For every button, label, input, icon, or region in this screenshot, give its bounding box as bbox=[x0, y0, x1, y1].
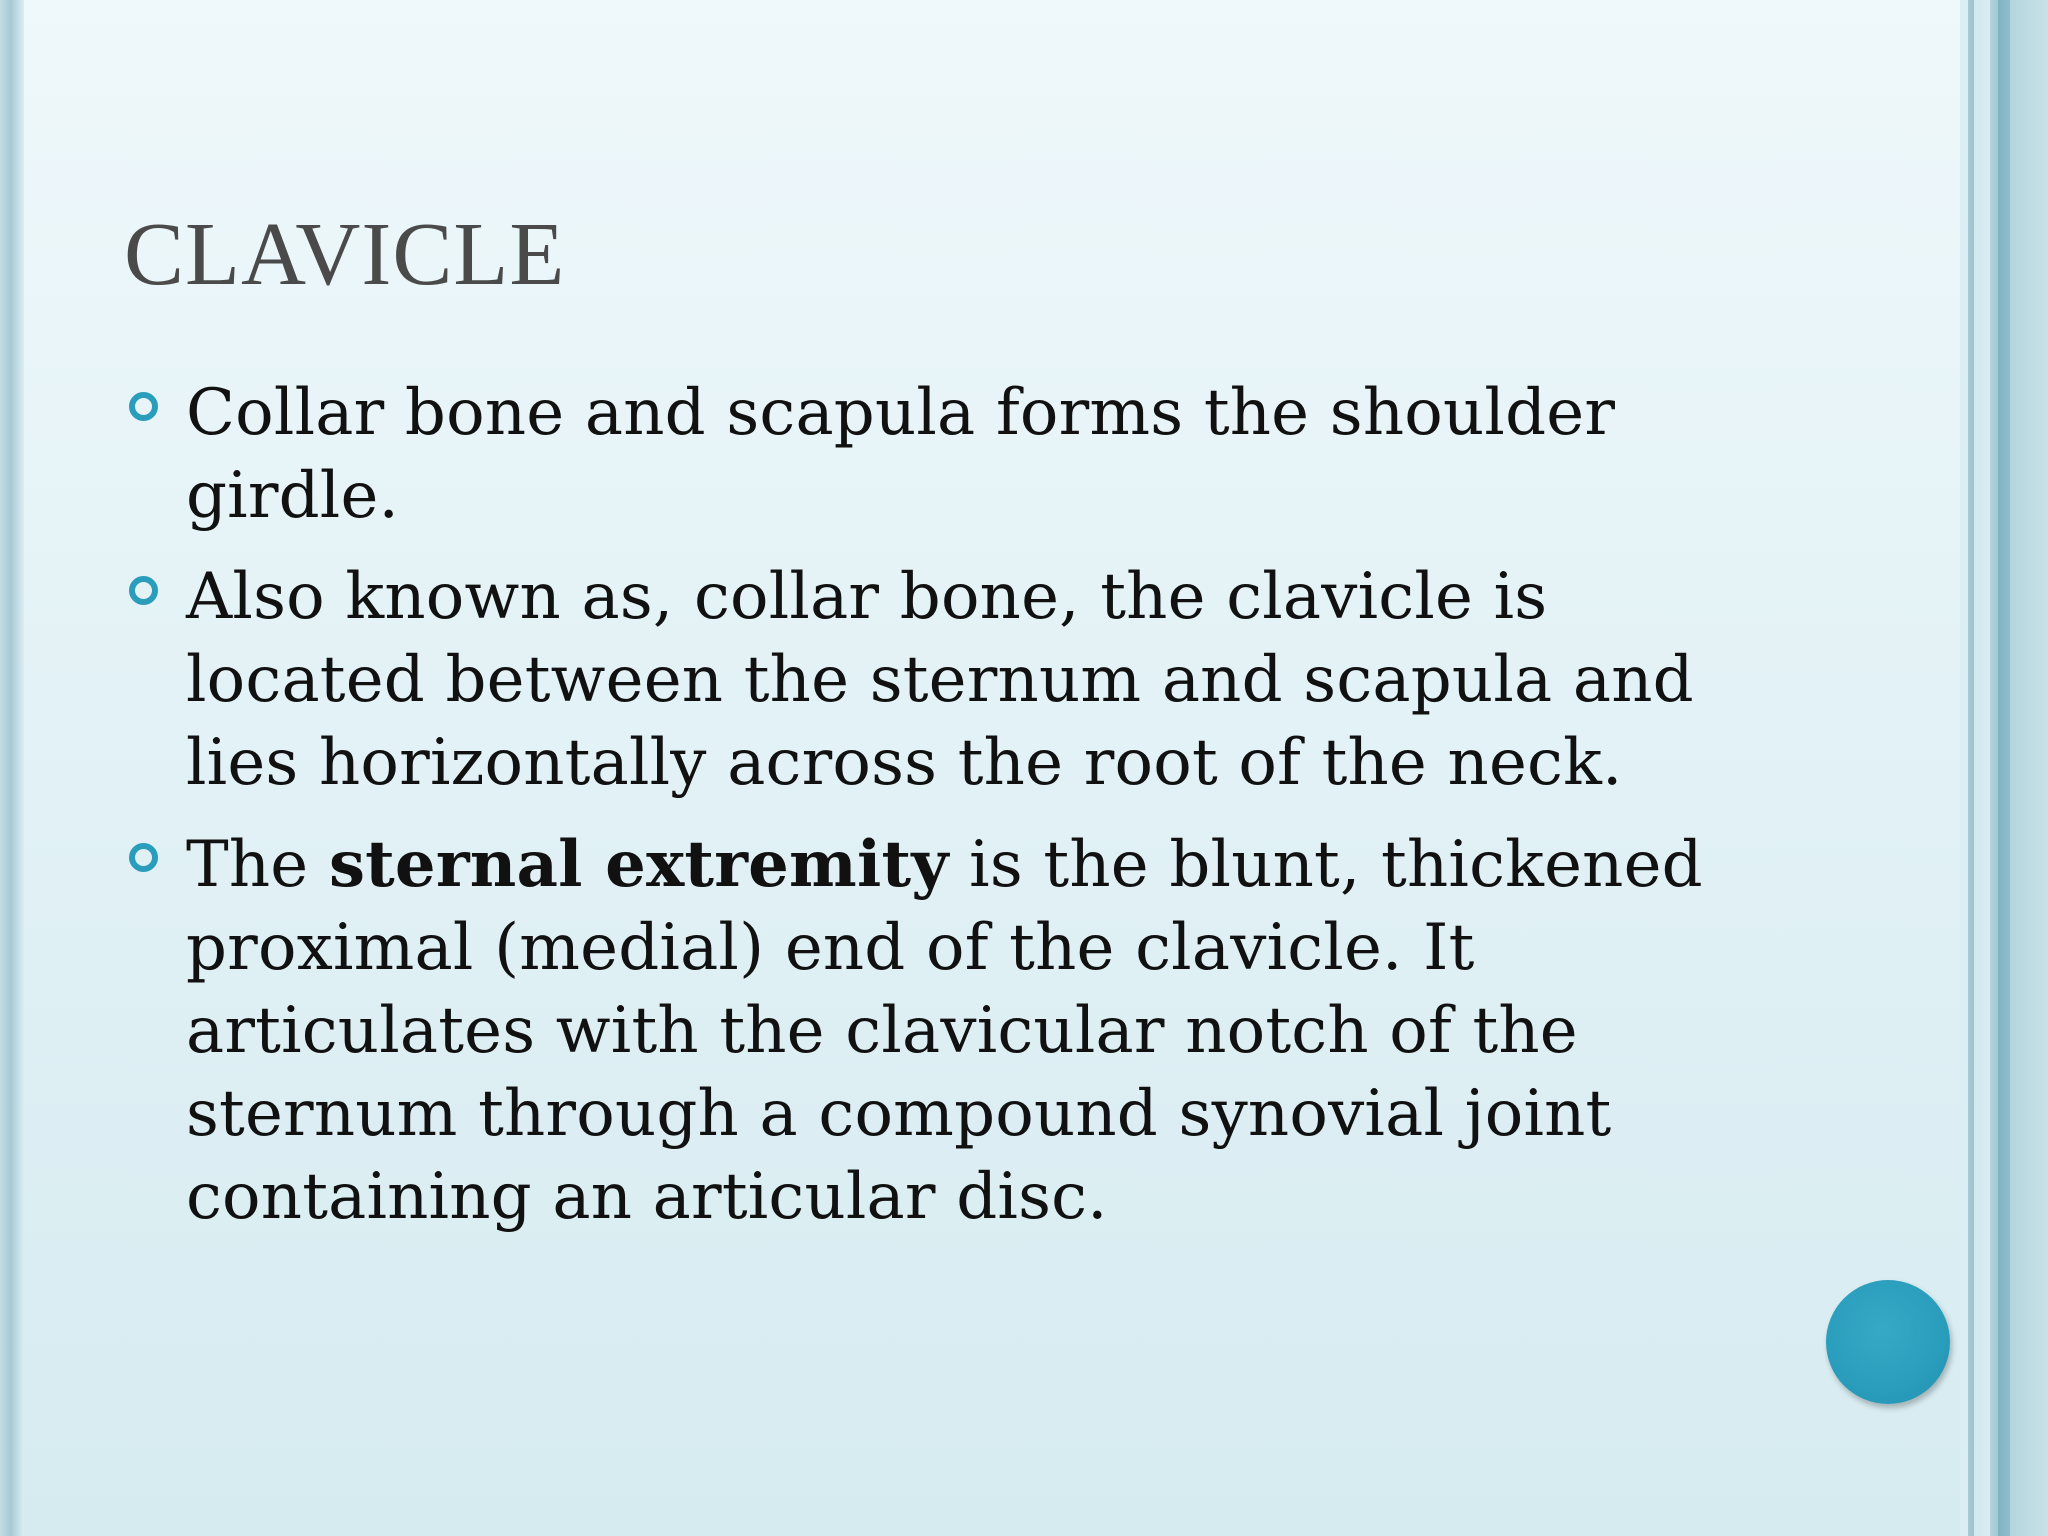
bullet-item bbox=[124, 823, 1804, 1239]
bullet-text: Also known as, collar bone, the clavicle is located between the sternum and scapula and lies horizontally across the root of the neck. bbox=[186, 560, 1694, 800]
slide-right-border-panel bbox=[1960, 0, 2048, 1536]
bullet-text-after: is the blunt, thickened proximal (medial) end of the clavicle. It articulates with the clavicular notch of the sternum through a compound synovial joint containing an articular disc. bbox=[186, 828, 1703, 1234]
ring-bullet-icon bbox=[129, 843, 158, 872]
slide-left-border bbox=[0, 0, 24, 1536]
ring-bullet-icon bbox=[129, 392, 158, 421]
bullet-list bbox=[124, 372, 1804, 1257]
bullet-text bbox=[186, 823, 1804, 1239]
bullet-item bbox=[124, 556, 1804, 805]
bullet-text-before: The bbox=[186, 828, 329, 902]
ring-bullet-icon bbox=[129, 576, 158, 605]
bullet-bold-term: sternal extremity bbox=[328, 827, 949, 902]
slide-title: CLAVICLE bbox=[124, 205, 566, 304]
bullet-text: Collar bone and scapula forms the shoulder girdle. bbox=[186, 376, 1616, 533]
circle-button-icon[interactable] bbox=[1826, 1280, 1950, 1404]
bullet-item bbox=[124, 372, 1804, 538]
